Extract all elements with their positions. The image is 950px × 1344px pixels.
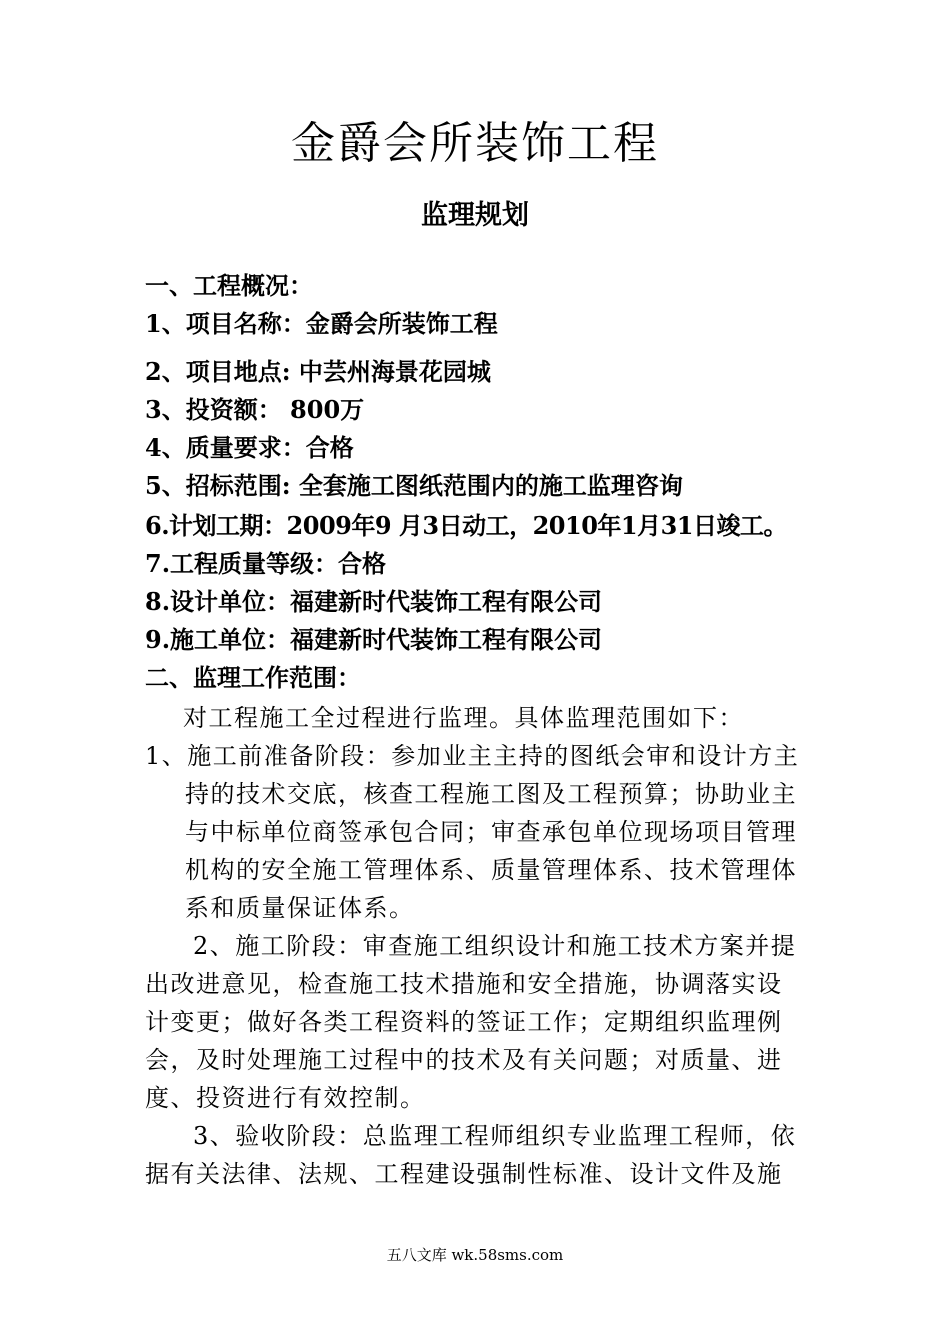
overview-item: 2、项目地点: 中芸州海景花园城: [145, 357, 491, 386]
stage2-line: 度、投资进行有效控制。: [145, 1084, 426, 1112]
overview-item: 1、项目名称：金爵会所装饰工程: [145, 309, 498, 338]
stage2-line: 2、施工阶段：审查施工组织设计和施工技术方案并提: [193, 932, 797, 960]
overview-item: 3、投资额： 800万: [145, 395, 365, 424]
stage3-line: 据有关法律、法规、工程建设强制性标准、设计文件及施: [145, 1160, 783, 1188]
stage1-line: 1、施工前准备阶段：参加业主主持的图纸会审和设计方主: [145, 742, 800, 770]
stage2-line: 计变更；做好各类工程资料的签证工作；定期组织监理例: [145, 1008, 783, 1036]
stage1-line: 持的技术交底，核查工程施工图及工程预算；协助业主: [185, 780, 797, 808]
stage2-line: 会，及时处理施工过程中的技术及有关问题；对质量、进: [145, 1046, 783, 1074]
section-heading-scope: 二、监理工作范围：: [145, 663, 361, 692]
overview-item: 4、质量要求：合格: [145, 433, 354, 462]
stage1-line: 机构的安全施工管理体系、质量管理体系、技术管理体: [185, 856, 797, 884]
stage2-line: 出改进意见，检查施工技术措施和安全措施，协调落实设: [145, 970, 783, 998]
stage1-line: 系和质量保证体系。: [185, 894, 415, 922]
section-heading-overview: 一、工程概况：: [145, 271, 313, 300]
overview-item: 9.施工单位：福建新时代装饰工程有限公司: [145, 625, 603, 654]
overview-item: 7.工程质量等级：合格: [145, 549, 387, 578]
overview-item: 8.设计单位：福建新时代装饰工程有限公司: [145, 587, 603, 616]
document-subtitle: 监理规划: [421, 200, 529, 231]
document-title: 金爵会所装饰工程: [291, 118, 659, 169]
overview-item: 6.计划工期：2009年9 月3日动工，2010年1月31日竣工。: [145, 511, 787, 540]
stage1-line: 与中标单位商签承包合同；审查承包单位现场项目管理: [185, 818, 797, 846]
footer-watermark: 五八文库 wk.58sms.com: [386, 1246, 564, 1264]
overview-item: 5、招标范围: 全套施工图纸范围内的施工监理咨询: [145, 471, 683, 500]
stage3-line: 3、验收阶段：总监理工程师组织专业监理工程师，依: [193, 1122, 797, 1150]
scope-intro: 对工程施工全过程进行监理。具体监理范围如下：: [183, 704, 744, 732]
